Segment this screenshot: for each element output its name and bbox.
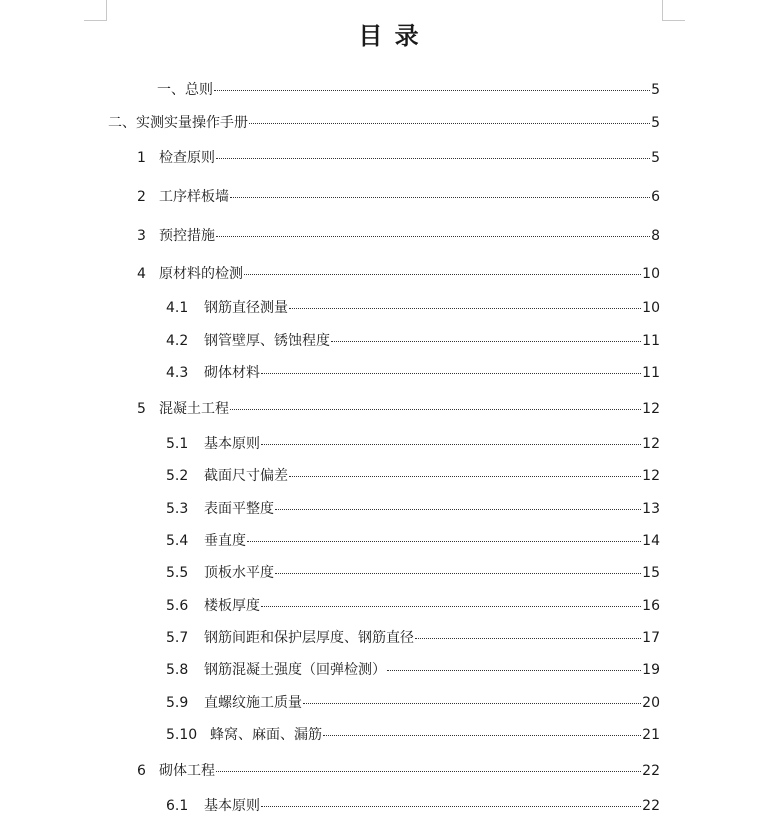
toc-entry-page: 20 [642, 695, 660, 711]
toc-entry-page: 21 [642, 727, 660, 743]
toc-leader-dots [289, 308, 641, 309]
toc-entry-page: 15 [642, 565, 660, 581]
toc-entry-text: 截面尺寸偏差 [204, 468, 288, 484]
toc-entry-page: 12 [642, 401, 660, 417]
toc-entry-number: 6 [137, 763, 146, 779]
toc-entry-text: 基本原则 [204, 798, 260, 814]
toc-entry[interactable] [157, 80, 660, 100]
toc-entry-page: 5 [651, 82, 660, 98]
toc-entry[interactable] [137, 148, 660, 168]
toc-leader-dots [216, 236, 650, 237]
toc-entry[interactable] [166, 298, 660, 318]
toc-entry-text: 顶板水平度 [204, 565, 274, 581]
toc-entry[interactable] [166, 693, 660, 713]
toc-entry-page: 5 [651, 150, 660, 166]
toc-entry-page: 8 [651, 228, 660, 244]
toc-entry-number: 2 [137, 189, 146, 205]
toc-entry[interactable] [166, 796, 660, 816]
toc-entry-text: 钢筋直径测量 [204, 300, 288, 316]
toc-entry-number: 5.4 [166, 533, 189, 549]
toc-leader-dots [216, 771, 641, 772]
toc-entry-page: 14 [642, 533, 660, 549]
toc-entry-text: 表面平整度 [204, 501, 274, 517]
toc-leader-dots [230, 409, 641, 410]
toc-entry-text: 混凝土工程 [159, 401, 229, 417]
toc-entry[interactable] [137, 226, 660, 246]
toc-entry-text: 垂直度 [204, 533, 246, 549]
toc-entry-page: 10 [642, 300, 660, 316]
toc-leader-dots [261, 806, 641, 807]
toc-entry[interactable] [166, 725, 660, 745]
toc-leader-dots [387, 670, 641, 671]
toc-entry[interactable] [166, 628, 660, 648]
toc-entry-text: 二、实测实量操作手册 [108, 115, 248, 131]
toc-leader-dots [331, 341, 641, 342]
toc-leader-dots [249, 123, 650, 124]
toc-entry-page: 22 [642, 798, 660, 814]
toc-entry-text: 楼板厚度 [204, 598, 260, 614]
toc-entry-page: 22 [642, 763, 660, 779]
toc-entry[interactable] [137, 399, 660, 419]
toc-entry[interactable] [166, 563, 660, 583]
toc-entry-number: 6.1 [166, 798, 189, 814]
toc-entry[interactable] [166, 466, 660, 486]
toc-entry-text: 砌体材料 [204, 365, 260, 381]
toc-entry-number: 5.9 [166, 695, 189, 711]
toc-entry-page: 16 [642, 598, 660, 614]
toc-entry-number: 5.2 [166, 468, 189, 484]
toc-entry-number: 3 [137, 228, 146, 244]
toc-entry-page: 13 [642, 501, 660, 517]
toc-entry-number: 4.1 [166, 300, 189, 316]
toc-entry[interactable] [137, 264, 660, 284]
toc-entry-page: 19 [642, 662, 660, 678]
toc-leader-dots [275, 509, 641, 510]
toc-entry-page: 6 [651, 189, 660, 205]
toc-leader-dots [303, 703, 641, 704]
toc-entry-number: 5.10 [166, 727, 198, 743]
toc-entry-number: 5.8 [166, 662, 189, 678]
toc-entry-text: 蜂窝、麻面、漏筋 [210, 727, 322, 743]
toc-entry-page: 12 [642, 468, 660, 484]
toc-entry[interactable] [137, 187, 660, 207]
toc-entry[interactable] [108, 113, 660, 133]
toc-entry-number: 5 [137, 401, 146, 417]
toc-entry-page: 12 [642, 436, 660, 452]
toc-entry-number: 5.5 [166, 565, 189, 581]
toc-entry-number: 5.1 [166, 436, 189, 452]
toc-leader-dots [214, 90, 650, 91]
toc-entry-page: 17 [642, 630, 660, 646]
toc-entry-number: 4.2 [166, 333, 189, 349]
toc-entry-text: 基本原则 [204, 436, 260, 452]
toc-leader-dots [244, 274, 641, 275]
toc-leader-dots [247, 541, 641, 542]
toc-entry[interactable] [166, 596, 660, 616]
toc-leader-dots [275, 573, 641, 574]
toc-entry[interactable] [166, 499, 660, 519]
toc-entry-number: 4.3 [166, 365, 189, 381]
toc-entry-page: 11 [642, 333, 660, 349]
toc-leader-dots [261, 606, 641, 607]
toc-leader-dots [261, 444, 641, 445]
page-title: 目 录 [358, 21, 421, 50]
toc-entry-number: 1 [137, 150, 146, 166]
toc-entry-page: 11 [642, 365, 660, 381]
toc-leader-dots [261, 373, 641, 374]
toc-entry-text: 原材料的检测 [159, 266, 243, 282]
toc-entry[interactable] [166, 434, 660, 454]
toc-entry-text: 钢筋间距和保护层厚度、钢筋直径 [204, 630, 414, 646]
toc-entry[interactable] [166, 531, 660, 551]
toc-leader-dots [216, 158, 650, 159]
toc-entry-page: 5 [651, 115, 660, 131]
toc-entry-text: 钢管壁厚、锈蚀程度 [204, 333, 330, 349]
toc-leader-dots [289, 476, 641, 477]
toc-entry-number: 5.7 [166, 630, 189, 646]
toc-entry-text: 钢筋混凝土强度（回弹检测） [204, 662, 386, 678]
toc-entry-number: 5.3 [166, 501, 189, 517]
toc-entry[interactable] [166, 331, 660, 351]
toc-entry[interactable] [166, 363, 660, 383]
toc-entry-text: 工序样板墙 [159, 189, 229, 205]
toc-entry-page: 10 [642, 266, 660, 282]
toc-entry-number: 4 [137, 266, 146, 282]
toc-entry-text: 一、总则 [157, 82, 213, 98]
toc-leader-dots [415, 638, 641, 639]
toc-entry-text: 检查原则 [159, 150, 215, 166]
toc-entry-text: 砌体工程 [159, 763, 215, 779]
toc-entry[interactable] [166, 660, 660, 680]
toc-leader-dots [230, 197, 650, 198]
toc-entry-text: 预控措施 [159, 228, 215, 244]
toc-leader-dots [323, 735, 641, 736]
toc-entry-number: 5.6 [166, 598, 189, 614]
toc-entry-text: 直螺纹施工质量 [204, 695, 302, 711]
toc-entry[interactable] [137, 761, 660, 781]
